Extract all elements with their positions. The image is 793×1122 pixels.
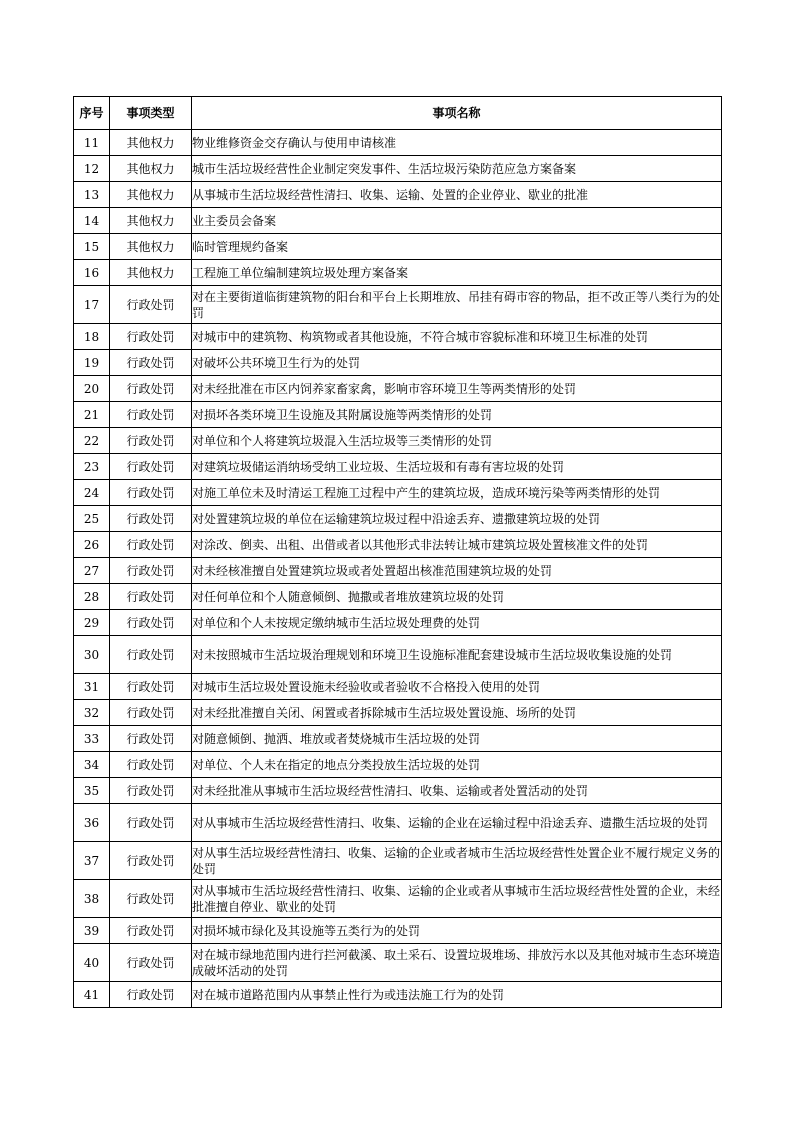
row-serial-number: 24 xyxy=(74,480,110,506)
row-matter-name: 对处置建筑垃圾的单位在运输建筑垃圾过程中沿途丢弃、遗撒建筑垃圾的处罚 xyxy=(192,506,722,532)
row-serial-number: 35 xyxy=(74,778,110,804)
table-row xyxy=(74,584,722,610)
row-matter-type: 行政处罚 xyxy=(110,842,192,880)
row-matter-type: 其他权力 xyxy=(110,234,192,260)
row-serial-number: 13 xyxy=(74,182,110,208)
row-matter-type: 行政处罚 xyxy=(110,944,192,982)
row-serial-number: 31 xyxy=(74,674,110,700)
row-matter-name: 对在城市道路范围内从事禁止性行为或违法施工行为的处罚 xyxy=(192,982,722,1008)
row-matter-name: 对从事城市生活垃圾经营性清扫、收集、运输的企业或者从事城市生活垃圾经营性处置的企业，未经批准擅自停业、歇业的处罚 xyxy=(192,880,722,918)
table-row xyxy=(74,558,722,584)
table-row xyxy=(74,402,722,428)
row-matter-type: 行政处罚 xyxy=(110,286,192,324)
row-matter-type: 其他权力 xyxy=(110,260,192,286)
row-serial-number: 27 xyxy=(74,558,110,584)
row-matter-name: 对从事生活垃圾经营性清扫、收集、运输的企业或者城市生活垃圾经营性处置企业不履行规定义务的处罚 xyxy=(192,842,722,880)
row-matter-type: 其他权力 xyxy=(110,182,192,208)
row-matter-name: 对未经批准从事城市生活垃圾经营性清扫、收集、运输或者处置活动的处罚 xyxy=(192,778,722,804)
row-matter-type: 行政处罚 xyxy=(110,506,192,532)
table-row xyxy=(74,944,722,982)
row-matter-type: 行政处罚 xyxy=(110,726,192,752)
row-matter-type: 行政处罚 xyxy=(110,532,192,558)
table-header-row xyxy=(74,97,722,130)
row-matter-type: 行政处罚 xyxy=(110,376,192,402)
row-serial-number: 30 xyxy=(74,636,110,674)
table-row xyxy=(74,752,722,778)
row-matter-name: 对城市生活垃圾处置设施未经验收或者验收不合格投入使用的处罚 xyxy=(192,674,722,700)
row-matter-name: 对损坏各类环境卫生设施及其附属设施等两类情形的处罚 xyxy=(192,402,722,428)
row-serial-number: 19 xyxy=(74,350,110,376)
table-row xyxy=(74,700,722,726)
table-row xyxy=(74,636,722,674)
row-matter-name: 城市生活垃圾经营性企业制定突发事件、生活垃圾污染防范应急方案备案 xyxy=(192,156,722,182)
row-matter-type: 行政处罚 xyxy=(110,778,192,804)
table-row xyxy=(74,208,722,234)
row-matter-type: 其他权力 xyxy=(110,208,192,234)
row-matter-type: 行政处罚 xyxy=(110,324,192,350)
row-serial-number: 17 xyxy=(74,286,110,324)
table-row xyxy=(74,480,722,506)
header-matter-name: 事项名称 xyxy=(192,97,722,130)
row-matter-name: 对从事城市生活垃圾经营性清扫、收集、运输的企业在运输过程中沿途丢弃、遗撒生活垃圾的处罚 xyxy=(192,804,722,842)
header-serial-number: 序号 xyxy=(74,97,110,130)
row-matter-type: 行政处罚 xyxy=(110,804,192,842)
table-row xyxy=(74,286,722,324)
table-row xyxy=(74,674,722,700)
table-row xyxy=(74,982,722,1008)
row-serial-number: 37 xyxy=(74,842,110,880)
row-matter-name: 对涂改、倒卖、出租、出借或者以其他形式非法转让城市建筑垃圾处置核准文件的处罚 xyxy=(192,532,722,558)
row-serial-number: 21 xyxy=(74,402,110,428)
row-matter-type: 行政处罚 xyxy=(110,880,192,918)
row-serial-number: 23 xyxy=(74,454,110,480)
row-matter-type: 行政处罚 xyxy=(110,752,192,778)
table-row xyxy=(74,182,722,208)
row-matter-name: 从事城市生活垃圾经营性清扫、收集、运输、处置的企业停业、歇业的批准 xyxy=(192,182,722,208)
table-row xyxy=(74,454,722,480)
row-matter-name: 对在城市绿地范围内进行拦河截溪、取土采石、设置垃圾堆场、排放污水以及其他对城市生态环境造成破坏活动的处罚 xyxy=(192,944,722,982)
table-row xyxy=(74,324,722,350)
row-matter-name: 物业维修资金交存确认与使用申请核准 xyxy=(192,130,722,156)
table-row xyxy=(74,506,722,532)
row-matter-name: 对任何单位和个人随意倾倒、抛撒或者堆放建筑垃圾的处罚 xyxy=(192,584,722,610)
row-matter-name: 对随意倾倒、抛洒、堆放或者焚烧城市生活垃圾的处罚 xyxy=(192,726,722,752)
row-matter-type: 行政处罚 xyxy=(110,454,192,480)
row-serial-number: 36 xyxy=(74,804,110,842)
row-serial-number: 41 xyxy=(74,982,110,1008)
row-matter-name: 对单位和个人未按规定缴纳城市生活垃圾处理费的处罚 xyxy=(192,610,722,636)
row-matter-type: 行政处罚 xyxy=(110,636,192,674)
row-serial-number: 22 xyxy=(74,428,110,454)
row-serial-number: 28 xyxy=(74,584,110,610)
row-serial-number: 20 xyxy=(74,376,110,402)
row-serial-number: 15 xyxy=(74,234,110,260)
table-row xyxy=(74,376,722,402)
table-row xyxy=(74,726,722,752)
row-matter-name: 对施工单位未及时清运工程施工过程中产生的建筑垃圾，造成环境污染等两类情形的处罚 xyxy=(192,480,722,506)
row-matter-name: 对损坏城市绿化及其设施等五类行为的处罚 xyxy=(192,918,722,944)
row-serial-number: 16 xyxy=(74,260,110,286)
row-matter-name: 对在主要街道临街建筑物的阳台和平台上长期堆放、吊挂有碍市容的物品，拒不改正等八类行为的处罚 xyxy=(192,286,722,324)
row-matter-name: 对建筑垃圾储运消纳场受纳工业垃圾、生活垃圾和有毒有害垃圾的处罚 xyxy=(192,454,722,480)
row-serial-number: 33 xyxy=(74,726,110,752)
table-row xyxy=(74,130,722,156)
row-serial-number: 32 xyxy=(74,700,110,726)
row-serial-number: 39 xyxy=(74,918,110,944)
table-body xyxy=(74,130,722,1008)
row-serial-number: 12 xyxy=(74,156,110,182)
table-row xyxy=(74,778,722,804)
row-matter-name: 对未经批准在市区内饲养家畜家禽，影响市容环境卫生等两类情形的处罚 xyxy=(192,376,722,402)
row-matter-type: 行政处罚 xyxy=(110,918,192,944)
row-matter-type: 行政处罚 xyxy=(110,674,192,700)
table-row xyxy=(74,532,722,558)
row-matter-type: 行政处罚 xyxy=(110,480,192,506)
row-matter-name: 业主委员会备案 xyxy=(192,208,722,234)
table-row xyxy=(74,428,722,454)
row-matter-type: 行政处罚 xyxy=(110,584,192,610)
table-row xyxy=(74,350,722,376)
row-matter-name: 对单位、个人未在指定的地点分类投放生活垃圾的处罚 xyxy=(192,752,722,778)
row-matter-name: 对城市中的建筑物、构筑物或者其他设施，不符合城市容貌标准和环境卫生标准的处罚 xyxy=(192,324,722,350)
row-matter-type: 行政处罚 xyxy=(110,610,192,636)
row-serial-number: 25 xyxy=(74,506,110,532)
row-serial-number: 34 xyxy=(74,752,110,778)
row-serial-number: 18 xyxy=(74,324,110,350)
row-matter-name: 对未经核准擅自处置建筑垃圾或者处置超出核准范围建筑垃圾的处罚 xyxy=(192,558,722,584)
row-matter-name: 对单位和个人将建筑垃圾混入生活垃圾等三类情形的处罚 xyxy=(192,428,722,454)
table-row xyxy=(74,880,722,918)
row-matter-type: 行政处罚 xyxy=(110,558,192,584)
table-row xyxy=(74,918,722,944)
row-serial-number: 29 xyxy=(74,610,110,636)
row-matter-type: 行政处罚 xyxy=(110,350,192,376)
row-matter-name: 对未经批准擅自关闭、闲置或者拆除城市生活垃圾处置设施、场所的处罚 xyxy=(192,700,722,726)
row-serial-number: 40 xyxy=(74,944,110,982)
row-serial-number: 38 xyxy=(74,880,110,918)
row-matter-type: 行政处罚 xyxy=(110,428,192,454)
row-matter-type: 其他权力 xyxy=(110,156,192,182)
table-row xyxy=(74,610,722,636)
table-row xyxy=(74,260,722,286)
row-serial-number: 11 xyxy=(74,130,110,156)
matters-table xyxy=(73,96,722,1008)
table-row xyxy=(74,156,722,182)
table-row xyxy=(74,234,722,260)
table-row xyxy=(74,842,722,880)
row-matter-type: 其他权力 xyxy=(110,130,192,156)
row-matter-type: 行政处罚 xyxy=(110,700,192,726)
row-serial-number: 26 xyxy=(74,532,110,558)
row-matter-type: 行政处罚 xyxy=(110,982,192,1008)
table-row xyxy=(74,804,722,842)
row-matter-name: 对未按照城市生活垃圾治理规划和环境卫生设施标准配套建设城市生活垃圾收集设施的处罚 xyxy=(192,636,722,674)
row-matter-type: 行政处罚 xyxy=(110,402,192,428)
row-matter-name: 对破坏公共环境卫生行为的处罚 xyxy=(192,350,722,376)
header-matter-type: 事项类型 xyxy=(110,97,192,130)
row-matter-name: 工程施工单位编制建筑垃圾处理方案备案 xyxy=(192,260,722,286)
row-serial-number: 14 xyxy=(74,208,110,234)
row-matter-name: 临时管理规约备案 xyxy=(192,234,722,260)
